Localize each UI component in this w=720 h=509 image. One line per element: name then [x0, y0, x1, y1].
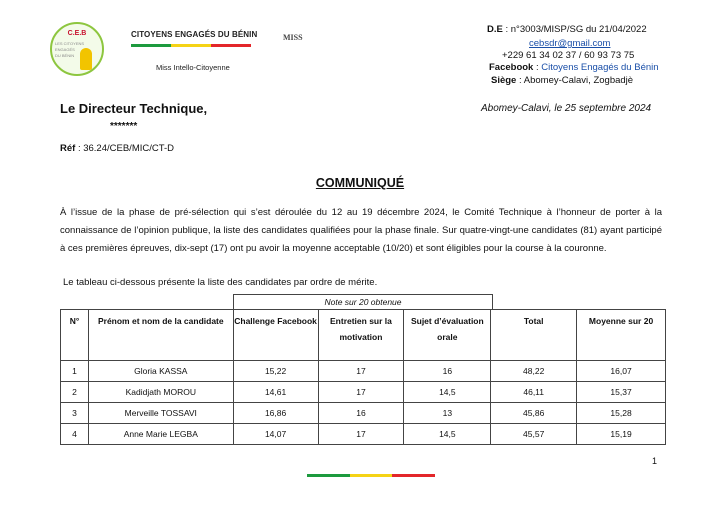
- cell-oral: 16: [404, 361, 491, 382]
- siege-label: Siège: [491, 75, 517, 86]
- de-value: : n°3003/MISP/SG du 21/04/2022: [502, 24, 647, 35]
- facebook-label: Facebook: [489, 62, 534, 73]
- col-header-facebook: Challenge Facebook: [233, 310, 318, 361]
- facebook-link[interactable]: Citoyens Engagés du Bénin: [541, 62, 659, 73]
- cell-name: Anne Marie LEGBA: [88, 424, 233, 445]
- table-intro: Le tableau ci-dessous présente la liste des candidates par ordre de mérite.: [63, 277, 378, 288]
- cell-facebook: 15,22: [233, 361, 318, 382]
- stars-separator: *******: [110, 121, 138, 132]
- facebook-line: Facebook : Citoyens Engagés du Bénin: [489, 62, 659, 73]
- cell-total: 45,86: [491, 403, 577, 424]
- cell-oral: 14,5: [404, 424, 491, 445]
- col-header-oral: Sujet d’évaluation orale: [404, 310, 491, 361]
- cell-facebook: 14,07: [233, 424, 318, 445]
- cell-total: 48,22: [491, 361, 577, 382]
- cell-oral: 14,5: [404, 382, 491, 403]
- org-name: CITOYENS ENGAGÉS DU BÉNIN: [131, 30, 258, 39]
- email-link[interactable]: cebsdr@gmail.com: [529, 38, 611, 49]
- cell-number: 4: [61, 424, 89, 445]
- cell-interview: 17: [318, 424, 404, 445]
- reference: [60, 143, 174, 154]
- cell-average: 15,28: [577, 403, 666, 424]
- col-header-average: Moyenne sur 20: [577, 310, 666, 361]
- letter-date: Abomey-Calavi, le 25 septembre 2024: [481, 103, 652, 114]
- table-row: [61, 424, 666, 445]
- ref-value: : 36.24/CEB/MIC/CT-D: [75, 143, 175, 154]
- cell-oral: 13: [404, 403, 491, 424]
- table-row: [61, 361, 666, 382]
- col-header-interview: Entretien sur la motivation: [318, 310, 404, 361]
- cell-number: 2: [61, 382, 89, 403]
- table-group-header: Note sur 20 obtenue: [233, 294, 493, 310]
- cell-name: Kadidjath MOROU: [88, 382, 233, 403]
- logo-subtext-3: DU BÉNIN: [55, 53, 75, 58]
- col-header-name: Prénom et nom de la candidate: [88, 310, 233, 361]
- footer-flag-stripe: [307, 474, 435, 477]
- ceb-logo: [50, 22, 104, 76]
- de-label: D.E: [487, 24, 503, 35]
- cell-average: 15,37: [577, 382, 666, 403]
- communique-title: COMMUNIQUÉ: [315, 176, 405, 190]
- logo-subtext-1: LES CITOYENS: [55, 41, 85, 46]
- cell-interview: 17: [318, 382, 404, 403]
- cell-number: 1: [61, 361, 89, 382]
- table-row: [61, 382, 666, 403]
- ref-label: Réf: [60, 143, 76, 154]
- siege-value: : Abomey-Calavi, Zogbadjè: [516, 75, 634, 86]
- siege-line: [491, 75, 633, 86]
- cell-facebook: 14,61: [233, 382, 318, 403]
- cell-average: 15,19: [577, 424, 666, 445]
- logo-subtext-2: ENGAGÉS: [55, 47, 75, 52]
- page-number: 1: [652, 456, 658, 466]
- col-header-total: Total: [491, 310, 577, 361]
- logo-text: C.E.B: [67, 30, 87, 37]
- table-row: [61, 403, 666, 424]
- ranking-table: [60, 309, 666, 445]
- torch-icon: [80, 48, 92, 70]
- cell-facebook: 16,86: [233, 403, 318, 424]
- phone: +229 61 34 02 37 / 60 93 73 75: [502, 50, 635, 61]
- cell-name: Gloria KASSA: [88, 361, 233, 382]
- cell-number: 3: [61, 403, 89, 424]
- de-line: [487, 24, 647, 35]
- cell-total: 46,11: [491, 382, 577, 403]
- col-header-number: N°: [61, 310, 89, 361]
- cell-interview: 16: [318, 403, 404, 424]
- cell-name: Merveille TOSSAVI: [88, 403, 233, 424]
- miss-logo: MISS: [283, 33, 303, 42]
- table-header-row: [61, 310, 666, 361]
- cell-total: 45,57: [491, 424, 577, 445]
- flag-stripe: [131, 44, 251, 47]
- cell-average: 16,07: [577, 361, 666, 382]
- miss-name: Miss Intello-Citoyenne: [156, 63, 230, 72]
- body-paragraph: À l’issue de la phase de pré-sélection qui s’est déroulée du 12 au 19 décembre 2024, le Comité Technique à l’honneur de porter à la connaissance de l’opinion publique, la liste des candidates qualifiées pour la phase finale. Sur quatre-vingt-une candidates (81) ayant participé à ces premières épreuves, dix-sept (17) ont pu avoir la moyenne acceptable (10/20) et sont éligibles pour la course à la couronne.: [60, 207, 662, 254]
- cell-interview: 17: [318, 361, 404, 382]
- director-title: Le Directeur Technique,: [60, 101, 208, 116]
